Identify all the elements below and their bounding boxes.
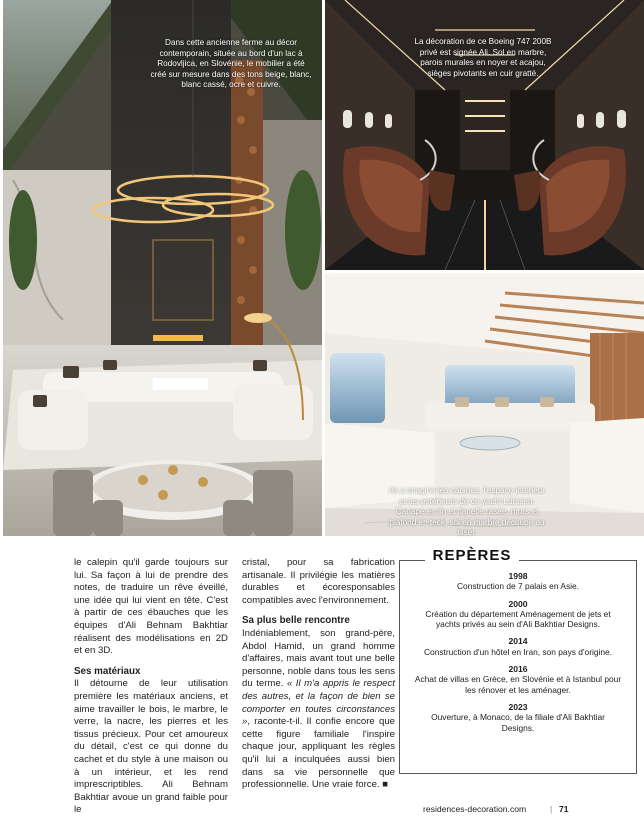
col2-text-b: , raconte-t-il. Il confie encore que cette figure familiale l'inspire chaque jour, appliquant les règles qu'il lui a inculquées aussi bien dans sa vie personnelle que professionnelle. Une vraie force. ■ bbox=[242, 716, 395, 791]
timeline-year: 2000 bbox=[508, 598, 528, 609]
farmhouse-caption: Dans cette ancienne ferme au décor contemporain, située au bord d'un lac à Rodovljica, en Slovénie, le mobilier a été créé sur mesure dans des tons beige, blanc, blanc cassé, ocre et cuivre. bbox=[150, 38, 312, 89]
reperes-list bbox=[414, 571, 622, 740]
col2-text-a: Indéniablement, son grand-père, Abdol Hamid, un grand homme d'affaires, mais avant tout une belle personne, noble dans tous les sens du terme. bbox=[242, 627, 395, 690]
timeline-entry bbox=[414, 599, 622, 630]
article-column-1 bbox=[74, 557, 228, 817]
reperes-title: REPÈRES bbox=[425, 547, 519, 564]
yacht-caption: Ali a imaginé les cabines, l'espace intérieur et les extérieurs de ce yacht Lürssen. Canapé en lin et flanelle rasée, murs et plafond en teck, sol en marbre découpé au laser. bbox=[388, 486, 546, 537]
timeline-year: 2016 bbox=[508, 664, 528, 675]
article-column-2 bbox=[242, 557, 395, 792]
col2-heading: Sa plus belle rencontre bbox=[242, 615, 350, 627]
timeline-entry bbox=[414, 571, 622, 592]
timeline-text: Construction de 7 palais en Asie. bbox=[457, 581, 579, 592]
timeline-year: 2023 bbox=[508, 701, 528, 712]
footer-page-number: 71 bbox=[559, 804, 569, 814]
col1-paragraph-2: Il détourne de leur utilisation première les matériaux anciens, et aime travailler le bois, le marbre, le verre, la nacre, les pierres et les tissus précieux. Pour cet amoureux du détail, c'est ce qui donne du cachet et du style à une maison ou à un intérieur, et les rend imprescriptibles. Ali Behnam Bakhtiar avoue un grand faible pour le bbox=[74, 678, 228, 816]
boeing-caption: La décoration de ce Boeing 747 200B privé est signée Ali. Sol en marbre, parois murales en noyer et acajou, sièges pivotants en cuir gratté. bbox=[414, 37, 552, 78]
timeline-text: Achat de villas en Grèce, en Slovénie et à Istanbul pour les rénover et les aménager. bbox=[414, 674, 622, 695]
col1-heading: Ses matériaux bbox=[74, 665, 141, 677]
col2-quote: « Il m'a appris le respect des autres, et la façon de bien se comporter en toutes circonstances » bbox=[242, 678, 395, 728]
reperes-box bbox=[399, 560, 637, 774]
timeline-text: Ouverture, à Monaco, de la filiale d'Ali Bakhtiar Designs. bbox=[431, 712, 605, 733]
col1-paragraph-1: le calepin qu'il garde toujours sur lui. Sa façon à lui de prendre des notes, de traduire un rêve éveillé, une idée qui lui vient en tête. C'est à partir de ces ébauches que les équipes d'Ali Behnam Bakhtiar réalisent des modélisations en 2D et en 3D. bbox=[74, 557, 228, 657]
timeline-text: Création du département Aménagement de jets et yachts privés au sein d'Ali Bakhtiar Designs. bbox=[425, 608, 611, 630]
timeline-year: 2014 bbox=[508, 636, 528, 647]
timeline-year: 1998 bbox=[508, 571, 528, 581]
footer-separator: | bbox=[550, 804, 553, 814]
footer-site: residences-decoration.com bbox=[423, 804, 527, 814]
col2-paragraph-2 bbox=[242, 628, 395, 792]
timeline-text: Construction d'un hôtel en Iran, son pays d'origine. bbox=[423, 646, 613, 657]
col2-paragraph-1: cristal, pour sa fabrication artisanale. Il privilégie les matières durables et écoresponsables compatibles avec l'environnement. bbox=[242, 557, 395, 606]
timeline-entry bbox=[414, 702, 622, 733]
timeline-entry bbox=[414, 636, 622, 657]
timeline-entry bbox=[414, 664, 622, 695]
